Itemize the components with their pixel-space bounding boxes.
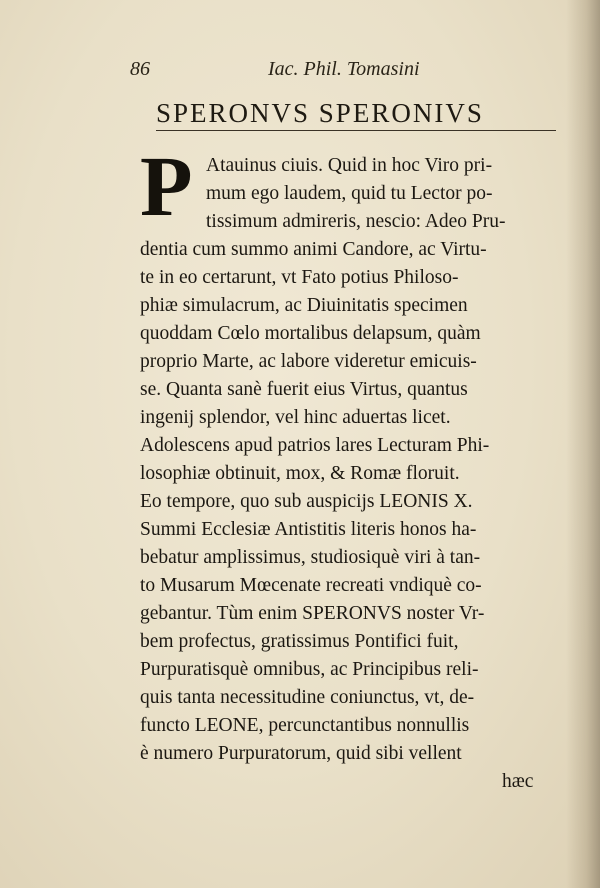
text-line: se. Quanta sanè fuerit eius Virtus, quantus [140, 379, 468, 400]
running-head-author: Iac. Phil. Tomasini [268, 58, 420, 80]
text-line: quoddam Cœlo mortalibus delapsum, quàm [140, 323, 481, 344]
text-line: è numero Purpuratorum, quid sibi vellent [140, 743, 462, 764]
text-line: mum ego laudem, quid tu Lector po- [206, 183, 493, 204]
page-number: 86 [130, 58, 150, 80]
text-line: gebantur. Tùm enim SPERONVS noster Vr- [140, 603, 485, 624]
text-line: proprio Marte, ac labore videretur emicuis- [140, 351, 477, 372]
running-head [130, 58, 450, 88]
text-line: ingenij splendor, vel hinc aduertas licet. [140, 407, 451, 428]
text-line: to Musarum Mœcenate recreati vndiquè co- [140, 575, 482, 596]
text-line: Eo tempore, quo sub auspicijs LEONIS X. [140, 491, 473, 512]
text-line: functo LEONE, percunctantibus nonnullis [140, 715, 470, 736]
text-line: Summi Ecclesiæ Antistitis literis honos ha- [140, 519, 477, 540]
chapter-title: SPERONVS SPERONIVS [156, 98, 556, 131]
text-line: Atauinus ciuis. Quid in hoc Viro pri- [206, 155, 493, 176]
text-line: quis tanta necessitudine coniunctus, vt, de- [140, 687, 475, 708]
text-line: bem profectus, gratissimus Pontifici fuit, [140, 631, 459, 652]
catchword: hæc [502, 771, 534, 792]
drop-cap: P [140, 138, 193, 234]
text-line: te in eo certarunt, vt Fato potius Philoso- [140, 267, 459, 288]
text-line: phiæ simulacrum, ac Diuinitatis specimen [140, 295, 468, 316]
text-line: losophiæ obtinuit, mox, & Romæ floruit. [140, 463, 460, 484]
text-line: dentia cum summo animi Candore, ac Virtu- [140, 239, 487, 260]
text-line: Adolescens apud patrios lares Lecturam Phi- [140, 435, 490, 456]
text-line: bebatur amplissimus, studiosiquè viri à tan- [140, 547, 481, 568]
text-line: Purpuratisquè omnibus, ac Principibus reli- [140, 659, 479, 680]
text-line: tissimum admireris, nescio: Adeo Pru- [206, 211, 506, 232]
